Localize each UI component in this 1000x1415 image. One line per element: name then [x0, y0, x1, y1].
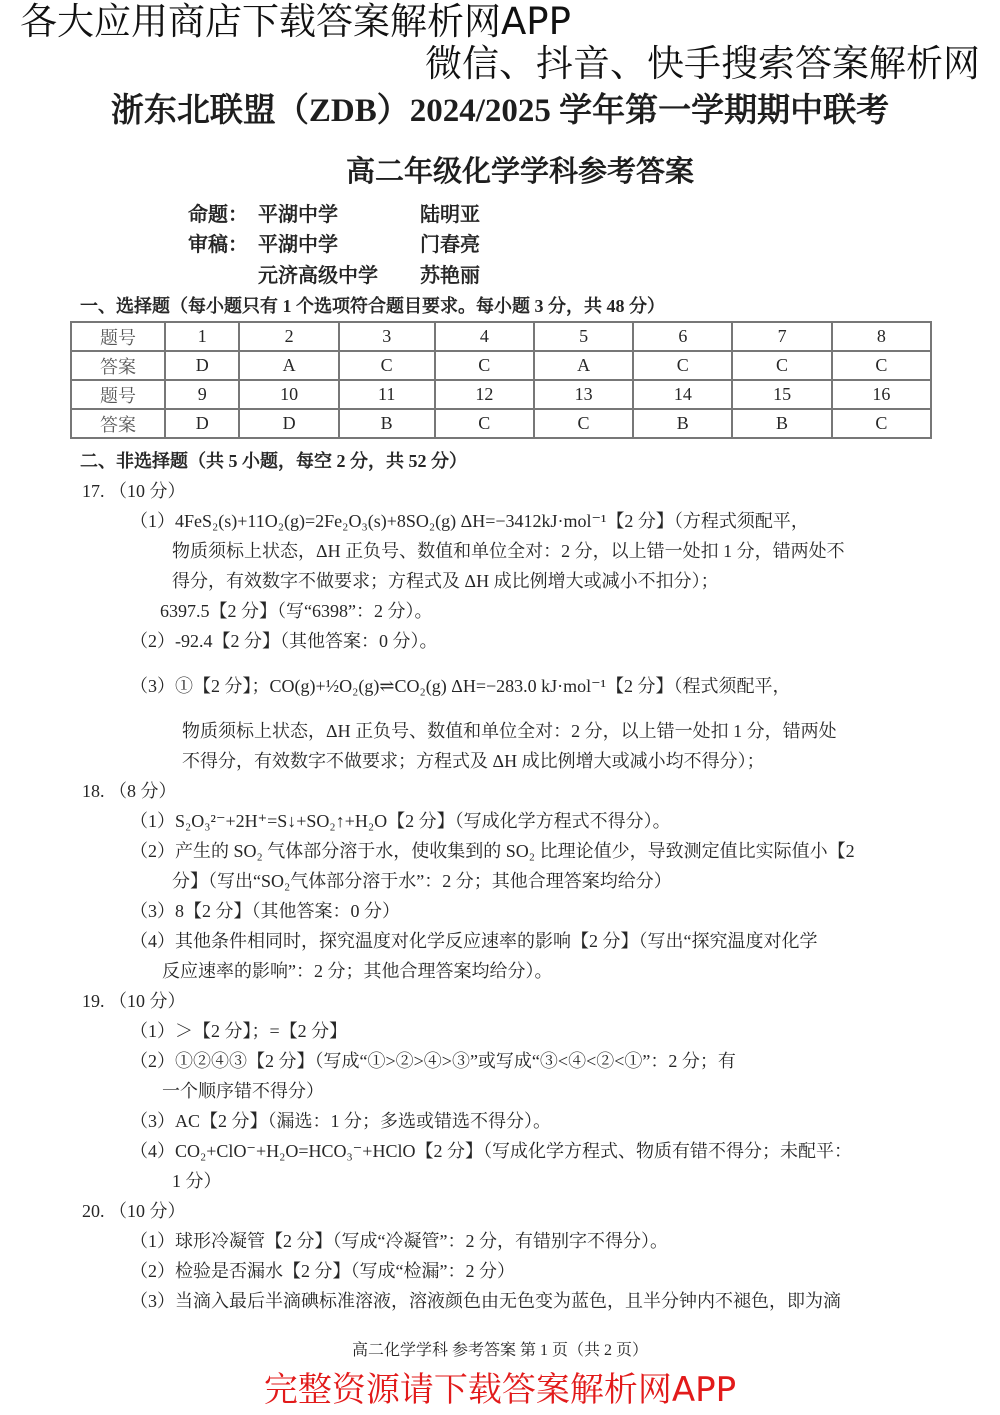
answer-line: 20. （10 分） [82, 1201, 186, 1221]
table-cell: 14 [633, 380, 732, 409]
answer-line: （2）检验是否漏水【2 分】（写成“检漏”：2 分） [130, 1261, 515, 1281]
table-cell: 5 [534, 322, 633, 351]
answer-line: 物质须标上状态，ΔH 正负号、数值和单位全对：2 分，以上错一处扣 1 分，错两处不 [172, 541, 845, 561]
table-cell: A [534, 351, 633, 380]
table-cell: D [239, 409, 338, 438]
answer-line: （2）产生的 SO₂ 气体部分溶于水，使收集到的 SO₂ 比理论值少，导致测定值比实际值小【2 [130, 841, 855, 861]
table-cell: B [633, 409, 732, 438]
answer-line: 18. （8 分） [82, 781, 177, 801]
author-name: 苏艳丽 [420, 265, 480, 287]
row-header-cell: 答案 [71, 351, 165, 380]
author-school: 平湖中学 [258, 234, 338, 256]
table-cell: 1 [165, 322, 239, 351]
table-cell: 13 [534, 380, 633, 409]
answer-line: 不得分，有效数字不做要求；方程式及 ΔH 成比例增大或减小均不得分）； [182, 751, 765, 771]
row-header-cell: 答案 [71, 409, 165, 438]
answer-line: （3）当滴入最后半滴碘标准溶液，溶液颜色由无色变为蓝色，且半分钟内不褪色，即为滴 [130, 1291, 841, 1311]
author-school: 平湖中学 [258, 204, 338, 226]
answer-line: 17. （10 分） [82, 481, 186, 501]
answer-line: （3）AC【2 分】（漏选：1 分；多选或错选不得分）。 [130, 1111, 552, 1131]
table-cell: D [165, 409, 239, 438]
watermark: 各大应用商店下载答案解析网APP [20, 0, 571, 43]
page-footer: 高二化学学科 参考答案 第 1 页（共 2 页） [351, 1342, 648, 1359]
author-name: 门春亮 [420, 234, 480, 256]
answer-line: 一个顺序错不得分） [162, 1081, 324, 1101]
answer-line: （4）其他条件相同时，探究温度对化学反应速率的影响【2 分】（写出“探究温度对化学 [130, 931, 818, 951]
table-cell: 8 [832, 322, 931, 351]
watermark-wrapper [425, 44, 980, 96]
table-cell: 9 [165, 380, 239, 409]
answer-line: （1）S₂O₃²⁻+2H⁺=S↓+SO₂↑+H₂O【2 分】（写成化学方程式不得分）。 [130, 811, 671, 831]
watermark: 完整资源请下载答案解析网APP [263, 1370, 737, 1410]
answer-line: （1）＞【2 分】；=【2 分】 [130, 1021, 348, 1041]
author-role: 审稿： [188, 234, 248, 256]
document-subtitle: 高二年级化学学科参考答案 [345, 156, 694, 188]
answer-line: 1 分） [172, 1171, 222, 1191]
table-cell: A [239, 351, 338, 380]
table-cell: 6 [633, 322, 732, 351]
answer-line: 19. （10 分） [82, 991, 186, 1011]
table-cell: C [339, 351, 435, 380]
table-row [71, 380, 931, 409]
section-heading: 一、选择题（每小题只有 1 个选项符合题目要求。每小题 3 分，共 48 分） [80, 296, 665, 316]
table-cell: C [435, 351, 534, 380]
table-cell: 3 [339, 322, 435, 351]
answer-table [70, 321, 932, 439]
table-cell: 12 [435, 380, 534, 409]
table-cell: 2 [239, 322, 338, 351]
answer-line: （4）CO₂+ClO⁻+H₂O=HCO₃⁻+HClO【2 分】（写成化学方程式、物质有错不得分；未配平： [130, 1141, 852, 1161]
author-name: 陆明亚 [420, 204, 480, 226]
answer-line: 6397.5【2 分】（写“6398”：2 分）。 [160, 601, 433, 621]
table-cell: B [732, 409, 831, 438]
section-heading: 二、非选择题（共 5 小题，每空 2 分，共 52 分） [80, 451, 467, 471]
author-school: 元济高级中学 [258, 265, 378, 287]
answer-line: （1）球形冷凝管【2 分】（写成“冷凝管”：2 分，有错别字不得分）。 [130, 1231, 668, 1251]
document-title: 浙东北联盟（ZDB）2024/2025 学年第一学期期中联考 [110, 93, 890, 129]
table-cell: 4 [435, 322, 534, 351]
table-row [71, 409, 931, 438]
table-cell: C [633, 351, 732, 380]
answer-line: 得分，有效数字不做要求；方程式及 ΔH 成比例增大或减小不扣分）； [172, 571, 719, 591]
watermark: 微信、抖音、快手搜索答案解析网 [425, 42, 980, 85]
answer-line: （2）-92.4【2 分】（其他答案：0 分）。 [130, 631, 438, 651]
answer-line: （2）①②④③【2 分】（写成“①>②>④>③”或写成“③<④<②<①”：2 分；有 [130, 1051, 736, 1071]
table-cell: C [435, 409, 534, 438]
table-row [71, 322, 931, 351]
answer-line: （3）8【2 分】（其他答案：0 分） [130, 901, 400, 921]
table-cell: 15 [732, 380, 831, 409]
answer-line: 反应速率的影响”：2 分；其他合理答案均给分）。 [162, 961, 553, 981]
row-header-cell: 题号 [71, 322, 165, 351]
answer-line: 物质须标上状态，ΔH 正负号、数值和单位全对：2 分，以上错一处扣 1 分，错两处 [182, 721, 837, 741]
author-role: 命题： [188, 204, 248, 226]
table-cell: C [534, 409, 633, 438]
table-cell: 10 [239, 380, 338, 409]
table-cell: 16 [832, 380, 931, 409]
table-row [71, 351, 931, 380]
table-cell: C [832, 351, 931, 380]
table-cell: C [732, 351, 831, 380]
answer-line: （1）4FeS₂(s)+11O₂(g)=2Fe₂O₃(s)+8SO₂(g) ΔH=−3412kJ·mol⁻¹【2 分】（方程式须配平， [130, 511, 809, 531]
answer-line: （3）①【2 分】；CO(g)+½O₂(g)⇌CO₂(g) ΔH=−283.0 kJ·mol⁻¹【2 分】（程式须配平， [130, 676, 791, 696]
table-cell: B [339, 409, 435, 438]
table-cell: C [832, 409, 931, 438]
table-cell: 11 [339, 380, 435, 409]
answer-line: 分】（写出“SO₂气体部分溶于水”：2 分；其他合理答案均给分） [172, 871, 672, 891]
table-cell: 7 [732, 322, 831, 351]
row-header-cell: 题号 [71, 380, 165, 409]
table-cell: D [165, 351, 239, 380]
